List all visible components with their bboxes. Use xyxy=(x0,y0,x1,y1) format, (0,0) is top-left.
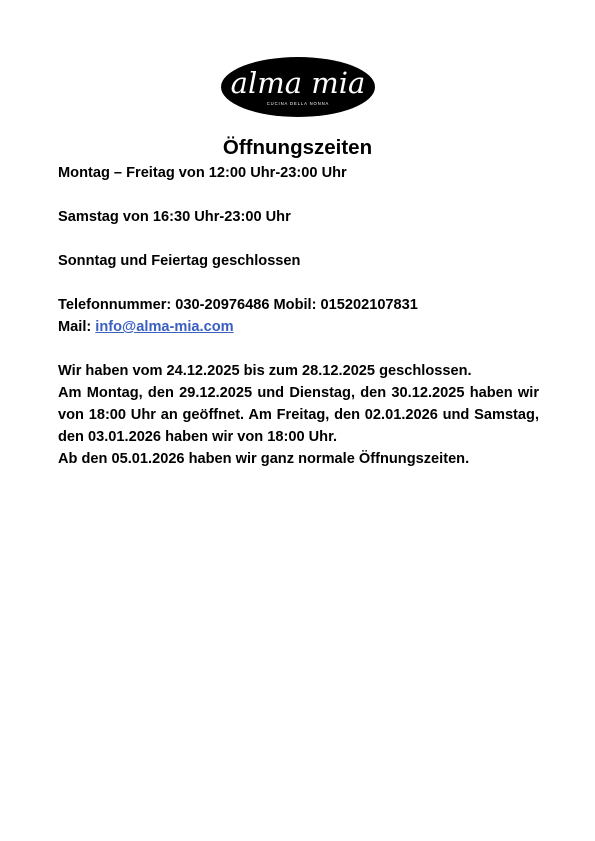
mail-line xyxy=(58,316,539,338)
logo-tagline: CUCINA DELLA NONNA xyxy=(266,101,330,106)
spacer xyxy=(58,272,539,294)
hours-weekdays: Montag – Freitag von 12:00 Uhr-23:00 Uhr xyxy=(58,165,347,181)
closure-notice: Wir haben vom 24.12.2025 bis zum 28.12.2025 geschlossen. xyxy=(58,363,472,379)
spacer xyxy=(58,338,539,360)
page-title: Öffnungszeiten xyxy=(222,136,373,159)
holiday-hours-paragraph: Am Montag, den 29.12.2025 und Dienstag, den 30.12.2025 haben wir von 18:00 Uhr an geöffnet. Am Freitag, den 02.01.2026 und Samstag, den 03.01.2026 haben wir von 18:00 Uhr. xyxy=(58,385,539,445)
spacer xyxy=(58,228,539,250)
phone-line: Telefonnummer: 030-20976486 Mobil: 015202107831 xyxy=(58,297,418,313)
logo-ellipse xyxy=(221,57,375,117)
mail-label: Mail: xyxy=(58,319,96,335)
regular-hours-notice: Ab den 05.01.2026 haben wir ganz normale Öffnungszeiten. xyxy=(58,451,470,467)
spacer xyxy=(58,184,539,206)
logo-name: alma mia xyxy=(230,66,366,100)
hours-sunday: Sonntag und Feiertag geschlossen xyxy=(58,253,301,269)
email-link[interactable]: info@alma-mia.com xyxy=(95,319,234,335)
restaurant-logo xyxy=(221,57,375,117)
document-body xyxy=(58,162,539,470)
hours-saturday: Samstag von 16:30 Uhr-23:00 Uhr xyxy=(58,209,291,225)
